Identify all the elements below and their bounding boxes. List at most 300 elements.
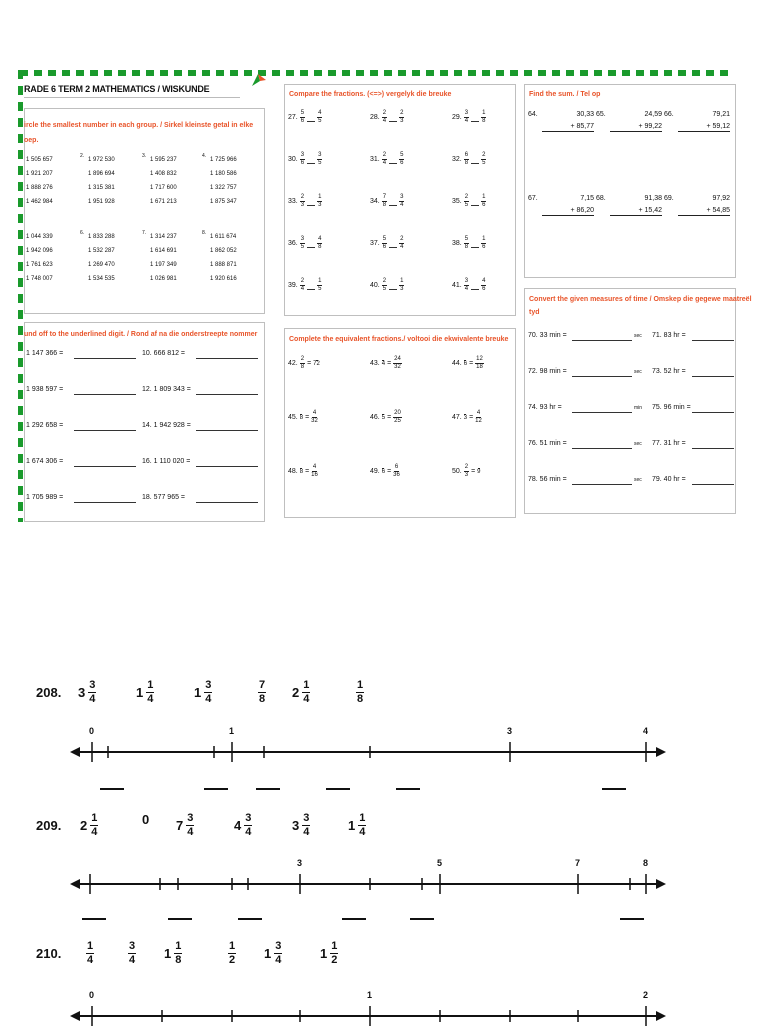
comparison-blank: [307, 240, 315, 248]
round-question: 1 705 989 =: [26, 494, 64, 501]
answer-blank: [410, 918, 434, 920]
fraction-b: [313, 360, 320, 368]
fraction-numerator: 1: [147, 679, 154, 691]
mixed-number: [356, 679, 364, 706]
time-question: 75. 96 min =: [652, 404, 691, 411]
fraction-a: [382, 194, 387, 209]
fraction-denominator: 8: [175, 954, 182, 966]
sum-number: 68.: [596, 195, 606, 202]
time-question: 77. 31 hr =: [652, 440, 686, 447]
answer-line: [74, 430, 136, 431]
fraction-numerator: 3: [318, 152, 322, 158]
mixed-number: [292, 812, 310, 839]
time-unit: sec: [634, 441, 642, 447]
fraction-part: [330, 940, 338, 967]
whole-part: 2: [292, 685, 300, 700]
answer-line: [572, 484, 632, 485]
fraction-a: [300, 468, 303, 476]
fraction-denominator: 3: [400, 118, 404, 124]
fraction-numerator: 2: [300, 356, 305, 362]
tick-label: 0: [89, 990, 95, 1000]
fraction-denominator: 6: [300, 160, 305, 166]
fraction-numerator: 2: [382, 152, 387, 158]
equals-sign: =: [469, 360, 474, 367]
fraction-numerator: 3: [205, 679, 212, 691]
fraction-a: [382, 468, 385, 476]
fraction-a: [300, 356, 305, 371]
flag-logo-icon: [250, 72, 268, 88]
fraction-a: [464, 194, 469, 209]
question-number: 37.: [370, 240, 380, 247]
fraction-denominator: 8: [300, 364, 305, 370]
fraction-denominator: 6: [300, 118, 305, 124]
comparison-blank: [471, 114, 479, 122]
fraction-a: [464, 278, 469, 293]
worksheet-border-left: [18, 70, 23, 522]
fraction-numerator: 1: [318, 194, 322, 200]
group-number: 3.: [142, 153, 147, 159]
fraction-part: [244, 812, 252, 839]
fraction-denominator: 8: [464, 244, 469, 250]
fraction-a: [382, 278, 387, 293]
fraction-numerator: 1: [482, 194, 486, 200]
group-value: 1 862 052: [210, 248, 237, 254]
answer-line: [74, 358, 136, 359]
tick-label: 3: [507, 726, 513, 736]
compare-item: [288, 110, 322, 125]
answer-blank: [620, 918, 644, 920]
number-line: [0, 732, 768, 772]
fraction-numerator: 2: [382, 110, 387, 116]
fraction-denominator: 8: [299, 468, 304, 475]
fraction-b: [317, 110, 322, 125]
fraction-denominator: 5: [300, 244, 305, 250]
comparison-blank: [389, 282, 397, 290]
sum-number: 64.: [528, 111, 538, 118]
fraction-numerator: 1: [175, 940, 182, 952]
equivalent-item: [452, 356, 484, 371]
whole-part: 3: [78, 685, 86, 700]
fraction-numerator: 1: [482, 236, 486, 242]
group-value: 1 408 832: [150, 171, 177, 177]
fraction-numerator: 3: [300, 236, 305, 242]
compare-item: [370, 110, 404, 125]
fraction-b: [311, 464, 318, 479]
fraction-denominator: 4: [300, 286, 305, 292]
mixed-number: [320, 940, 338, 967]
answer-line: [74, 502, 136, 503]
comparison-blank: [307, 156, 315, 164]
left-arrow-icon: [70, 1011, 80, 1021]
tick-label: 1: [229, 726, 235, 736]
sum-addend-a: 7,15: [580, 195, 594, 202]
fraction-part: [274, 940, 282, 967]
group-value: 1 748 007: [26, 276, 53, 282]
right-arrow-icon: [656, 1011, 666, 1021]
question-number: 28.: [370, 114, 380, 121]
fraction-part: [128, 940, 136, 967]
fraction-denominator: 4: [359, 826, 366, 838]
fraction-denominator: 3: [464, 472, 469, 478]
fraction-b: [393, 410, 402, 425]
fraction-numerator: 2: [300, 278, 305, 284]
group-value: 1 532 287: [88, 248, 115, 254]
fraction-b: [311, 410, 318, 425]
group-value: 1 717 600: [150, 185, 177, 191]
fraction-denominator: 3: [318, 202, 322, 208]
question-number: 27.: [288, 114, 298, 121]
question-number: 35.: [452, 198, 462, 205]
compare-item: [452, 278, 486, 293]
fraction-numerator: 5: [382, 236, 387, 242]
time-question: 74. 93 hr =: [528, 404, 562, 411]
fraction-numerator: 3: [129, 940, 136, 952]
time-question: 76. 51 min =: [528, 440, 567, 447]
fraction-numerator: 1: [357, 679, 364, 691]
comparison-blank: [307, 198, 315, 206]
group-value: 1 197 349: [150, 262, 177, 268]
comparison-blank: [471, 240, 479, 248]
worksheet-border-top: [20, 70, 732, 76]
fraction-numerator: 2: [382, 278, 387, 284]
group-value: 1 671 213: [150, 199, 177, 205]
comparison-blank: [471, 282, 479, 290]
mixed-number: [228, 940, 236, 967]
circle-heading-2: oep.: [24, 137, 39, 144]
equivalent-item: [452, 410, 482, 425]
left-arrow-icon: [70, 879, 80, 889]
tick-label: 0: [89, 726, 95, 736]
problem-number: 209.: [36, 818, 62, 833]
fraction-numerator: 2: [464, 464, 469, 470]
fraction-b: [393, 464, 400, 479]
answer-blank: [82, 918, 106, 920]
fraction-denominator: 4: [129, 954, 136, 966]
tick-label: 8: [643, 858, 649, 868]
time-question: 79. 40 hr =: [652, 476, 686, 483]
comparison-blank: [389, 156, 397, 164]
fraction-numerator: 3: [464, 110, 469, 116]
fraction-denominator: 6: [400, 160, 404, 166]
fraction-numerator: 2: [464, 194, 469, 200]
compare-item: [452, 110, 486, 125]
mixed-number: [176, 812, 194, 839]
answer-line: [692, 484, 734, 485]
mixed-number: [264, 940, 282, 967]
fraction-denominator: 6: [482, 202, 486, 208]
compare-item: [370, 236, 404, 251]
compare-item: [370, 152, 404, 167]
question-number: 42.: [288, 360, 298, 367]
fraction-denominator: 4: [381, 360, 386, 367]
fraction-denominator: 16: [311, 472, 318, 478]
mixed-number: [80, 812, 98, 839]
fraction-denominator: 8: [482, 118, 486, 124]
fraction-part: [204, 679, 212, 706]
sum-heading: Find the sum. / Tel op: [529, 91, 601, 98]
fraction-denominator: 9: [477, 468, 481, 475]
tick-label: 5: [437, 858, 443, 868]
fraction-numerator: 4: [482, 278, 486, 284]
fraction-numerator: 20: [394, 410, 401, 416]
group-value: 1 761 623: [26, 262, 53, 268]
mixed-number: [128, 940, 136, 967]
mixed-number: [348, 812, 366, 839]
fraction-denominator: 5: [381, 414, 386, 421]
fraction-b: [317, 194, 322, 209]
fraction-b: [317, 236, 322, 251]
whole-part: 0: [142, 812, 150, 827]
answer-line: [692, 412, 734, 413]
fraction-numerator: 24: [394, 356, 401, 362]
fraction-a: [300, 414, 303, 422]
answer-line: [692, 340, 734, 341]
sum-addend-b: + 86,20: [542, 206, 594, 216]
compare-item: [288, 152, 322, 167]
answer-blank: [204, 788, 228, 790]
sum-addend-a: 24,59: [644, 111, 662, 118]
group-value: 1 942 096: [26, 248, 53, 254]
time-unit: sec: [634, 477, 642, 483]
answer-line: [692, 448, 734, 449]
answer-line: [74, 466, 136, 467]
equals-sign: =: [387, 468, 392, 475]
mixed-number: [194, 679, 212, 706]
time-unit: sec: [634, 333, 642, 339]
sum-addend-b: + 15,42: [610, 206, 662, 216]
group-value: 1 888 871: [210, 262, 237, 268]
fraction-denominator: 2: [331, 954, 338, 966]
fraction-denominator: 5: [482, 160, 486, 166]
time-unit: min: [634, 405, 643, 411]
question-number: 30.: [288, 156, 298, 163]
fraction-denominator: 4: [382, 160, 387, 166]
compare-item: [452, 236, 486, 251]
fraction-a: [300, 278, 305, 293]
fraction-numerator: 1: [482, 110, 486, 116]
comparison-blank: [307, 282, 315, 290]
fraction-part: [86, 940, 94, 967]
fraction-part: [90, 812, 98, 839]
fraction-part: [174, 940, 182, 967]
fraction-b: [317, 278, 322, 293]
round-question: 12. 1 809 343 =: [142, 386, 191, 393]
comparison-blank: [471, 198, 479, 206]
question-number: 45.: [288, 414, 298, 421]
fraction-denominator: 8: [357, 693, 364, 705]
time-question: 70. 33 min =: [528, 332, 567, 339]
fraction-denominator: 4: [205, 693, 212, 705]
circle-smallest-section: [24, 108, 265, 314]
group-value: 1 269 470: [88, 262, 115, 268]
equivalent-item: [370, 410, 402, 425]
answer-line: [572, 448, 632, 449]
answer-line: [196, 466, 258, 467]
fraction-a: [382, 152, 387, 167]
fraction-numerator: 1: [400, 278, 404, 284]
group-value: 1 462 984: [26, 199, 53, 205]
fraction-b: [475, 410, 482, 425]
fraction-numerator: 1: [87, 940, 94, 952]
sum-addend-b: + 59,12: [678, 122, 730, 132]
equals-sign: =: [305, 468, 310, 475]
question-number: 31.: [370, 156, 380, 163]
time-unit: sec: [634, 369, 642, 375]
fraction-part: [258, 679, 266, 706]
whole-part: 3: [292, 818, 300, 833]
fraction-a: [464, 464, 469, 479]
circle-heading: ircle the smallest number in each group. / Sirkel kleinste getal in elke: [24, 122, 254, 129]
fraction-denominator: 3: [400, 286, 404, 292]
question-number: 36.: [288, 240, 298, 247]
mixed-number: [86, 940, 94, 967]
question-number: 46.: [370, 414, 380, 421]
fraction-numerator: 1: [303, 679, 310, 691]
compare-item: [370, 194, 404, 209]
answer-line: [572, 376, 632, 377]
fraction-numerator: 1: [359, 812, 366, 824]
equals-sign: =: [305, 414, 310, 421]
sum-number: 67.: [528, 195, 538, 202]
whole-part: 7: [176, 818, 184, 833]
round-question: 1 674 306 =: [26, 458, 64, 465]
fraction-denominator: 3: [300, 202, 305, 208]
answer-line: [196, 502, 258, 503]
fraction-b: [481, 110, 486, 125]
fraction-denominator: 4: [87, 954, 94, 966]
round-question: 14. 1 942 928 =: [142, 422, 191, 429]
round-heading: und off to the underlined digit. / Rond af na die onderstreepte nommer: [24, 331, 258, 338]
fraction-numerator: 3: [89, 679, 96, 691]
mixed-number: [292, 679, 310, 706]
answer-line: [692, 376, 734, 377]
fraction-numerator: 1: [331, 940, 338, 952]
fraction-a: [300, 110, 305, 125]
group-value: 1 505 657: [26, 157, 53, 163]
fraction-denominator: 6: [482, 286, 486, 292]
sum-addend-b: + 54,85: [678, 206, 730, 216]
sum-addend-b: + 99,22: [610, 122, 662, 132]
sum-addend-a: 30,33: [576, 111, 594, 118]
question-number: 47.: [452, 414, 462, 421]
fraction-numerator: 3: [187, 812, 194, 824]
fraction-denominator: 4: [464, 286, 469, 292]
fraction-denominator: 4: [464, 118, 469, 124]
question-number: 49.: [370, 468, 380, 475]
equals-sign: =: [387, 360, 392, 367]
mixed-number: [258, 679, 266, 706]
whole-part: 1: [136, 685, 144, 700]
fraction-denominator: 8: [259, 693, 266, 705]
group-number: 7.: [142, 230, 147, 236]
group-value: 1 026 981: [150, 276, 177, 282]
equivalent-item: [370, 356, 402, 371]
fraction-denominator: 4: [147, 693, 154, 705]
question-number: 44.: [452, 360, 462, 367]
group-value: 1 888 276: [26, 185, 53, 191]
answer-blank: [326, 788, 350, 790]
time-question: 73. 52 hr =: [652, 368, 686, 375]
fraction-numerator: 4: [476, 410, 481, 416]
fraction-denominator: 4: [91, 826, 98, 838]
fraction-numerator: 1: [229, 940, 236, 952]
fraction-b: [399, 236, 404, 251]
equivalent-heading: Complete the equivalent fractions./ voltooi die ekwivalente breuke: [289, 336, 509, 343]
group-value: 1 611 674: [210, 234, 237, 240]
equals-sign: =: [387, 414, 392, 421]
sum-number: 69.: [664, 195, 674, 202]
fraction-denominator: 5: [464, 202, 469, 208]
fraction-numerator: 7: [382, 194, 387, 200]
question-number: 43.: [370, 360, 380, 367]
mixed-number: [136, 679, 154, 706]
fraction-denominator: 5: [318, 118, 322, 124]
group-number: 8.: [202, 230, 207, 236]
compare-item: [452, 152, 486, 167]
fraction-numerator: 2: [482, 152, 486, 158]
group-value: 1 322 757: [210, 185, 237, 191]
tick-label: 4: [643, 726, 649, 736]
fraction-denominator: 6: [382, 244, 387, 250]
fraction-denominator: 4: [400, 244, 404, 250]
group-value: 1 534 535: [88, 276, 115, 282]
fraction-numerator: 3: [464, 278, 469, 284]
question-number: 38.: [452, 240, 462, 247]
whole-part: 2: [80, 818, 88, 833]
fraction-denominator: 4: [275, 954, 282, 966]
equals-sign: =: [471, 468, 476, 475]
group-value: 1 315 381: [88, 185, 115, 191]
fraction-denominator: 8: [299, 414, 304, 421]
equivalent-item: [288, 356, 320, 371]
fraction-numerator: 1: [318, 278, 322, 284]
round-question: 10. 666 812 =: [142, 350, 186, 357]
fraction-a: [300, 236, 305, 251]
answer-line: [572, 412, 632, 413]
fraction-denominator: 32: [394, 364, 401, 370]
question-number: 39.: [288, 282, 298, 289]
fraction-a: [464, 360, 467, 368]
question-number: 32.: [452, 156, 462, 163]
compare-item: [452, 194, 486, 209]
sum-addend-a: 79,21: [712, 111, 730, 118]
fraction-numerator: 2: [400, 110, 404, 116]
sum-addend-a: 97,92: [712, 195, 730, 202]
fraction-numerator: 3: [275, 940, 282, 952]
time-heading-2: tyd: [529, 309, 540, 316]
fraction-numerator: 5: [300, 110, 305, 116]
round-question: 1 147 366 =: [26, 350, 64, 357]
problem-number: 210.: [36, 946, 62, 961]
fraction-denominator: 5: [318, 286, 322, 292]
fraction-part: [358, 812, 366, 839]
sum-addend-a: 91,38: [644, 195, 662, 202]
group-value: 1 725 966: [210, 157, 237, 163]
round-question: 18. 577 965 =: [142, 494, 186, 501]
round-question: 16. 1 110 020 =: [142, 458, 191, 465]
answer-blank: [342, 918, 366, 920]
fraction-numerator: 3: [400, 194, 404, 200]
fraction-denominator: 72: [313, 360, 320, 367]
time-question: 72. 98 min =: [528, 368, 567, 375]
sum-number: 65.: [596, 111, 606, 118]
fraction-b: [481, 278, 486, 293]
fraction-numerator: 4: [312, 464, 317, 470]
fraction-a: [300, 194, 305, 209]
fraction-a: [382, 414, 385, 422]
fraction-b: [477, 468, 480, 476]
fraction-numerator: 7: [259, 679, 266, 691]
